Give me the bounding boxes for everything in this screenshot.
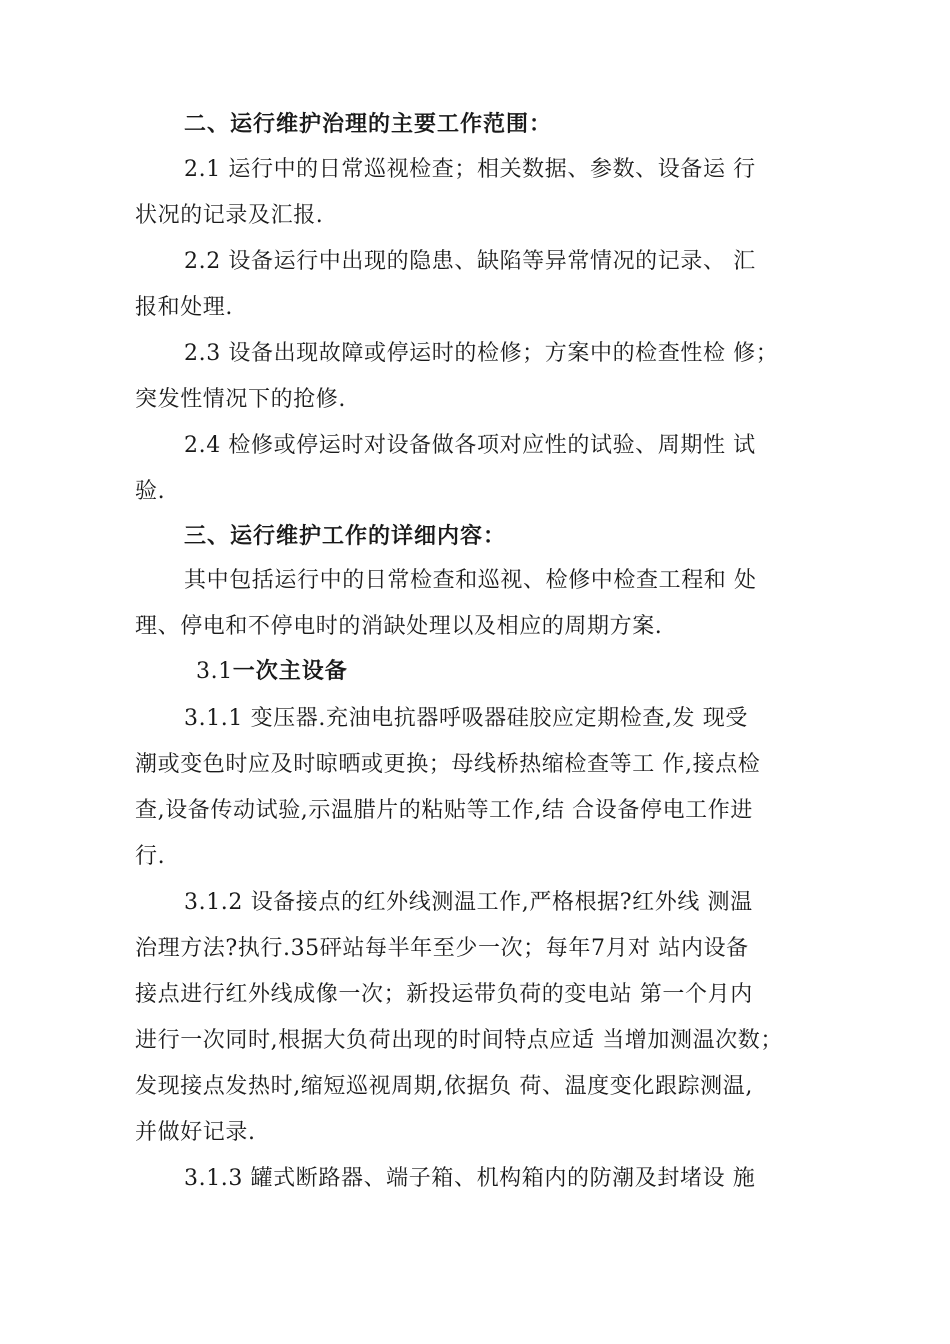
paragraph-2-1-line-2: 状况的记录及汇报. <box>135 203 324 228</box>
paragraph-2-1-line-1: 2.1 运行中的日常巡视检查；相关数据、参数、设备运 行 <box>184 157 756 182</box>
paragraph-3-1-1-line-4: 行. <box>135 844 166 869</box>
paragraph-3-1-1-line-2: 潮或变色时应及时晾晒或更换；母线桥热缩检查等工 作,接点检 <box>135 752 761 777</box>
paragraph-2-3-line-1: 2.3 设备出现故障或停运时的检修；方案中的检查性检 修； <box>184 341 779 366</box>
paragraph-3-line-2: 理、停电和不停电时的消缺处理以及相应的周期方案. <box>135 614 663 639</box>
subsection-3-1-number: 3.1 <box>196 659 233 684</box>
paragraph-2-3-line-2: 突发性情况下的抢修. <box>135 387 346 412</box>
paragraph-3-line-1: 其中包括运行中的日常检查和巡视、检修中检查工程和 处 <box>184 568 757 593</box>
paragraph-3-1-2-line-2: 治理方法?执行.35砰站每半年至少一次；每年7月对 站内设备 <box>135 936 749 961</box>
paragraph-3-1-1-line-3: 查,设备传动试验,示温腊片的粘贴等工作,结 合设备停电工作进 <box>135 798 753 823</box>
paragraph-2-2-line-2: 报和处理. <box>135 295 233 320</box>
section-3-heading: 三、运行维护工作的详细内容： <box>184 524 507 549</box>
subsection-3-1-title: 一次主设备 <box>232 659 348 684</box>
paragraph-3-1-3-line-1: 3.1.3 罐式断路器、端子箱、机构箱内的防潮及封堵设 施 <box>184 1166 756 1191</box>
paragraph-3-1-1-line-1: 3.1.1 变压器.充油电抗器呼吸器硅胶应定期检查,发 现受 <box>184 706 748 731</box>
paragraph-2-4-line-1: 2.4 检修或停运时对设备做各项对应性的试验、周期性 试 <box>184 433 756 458</box>
paragraph-3-1-2-line-1: 3.1.2 设备接点的红外线测温工作,严格根据?红外线 测温 <box>184 890 753 915</box>
paragraph-2-4-line-2: 验. <box>135 479 166 504</box>
paragraph-2-2-line-1: 2.2 设备运行中出现的隐患、缺陷等异常情况的记录、 汇 <box>184 249 756 274</box>
paragraph-3-1-2-line-5: 发现接点发热时,缩短巡视周期,依据负 荷、温度变化跟踪测温, <box>135 1074 753 1099</box>
section-2-heading: 二、运行维护治理的主要工作范围： <box>184 112 553 137</box>
paragraph-3-1-2-line-4: 进行一次同时,根据大负荷出现的时间特点应适 当增加测温次数； <box>135 1028 783 1053</box>
paragraph-3-1-2-line-3: 接点进行红外线成像一次；新投运带负荷的变电站 第一个月内 <box>135 982 753 1007</box>
subsection-3-1-heading <box>196 656 950 688</box>
paragraph-3-1-2-line-6: 并做好记录. <box>135 1120 256 1145</box>
